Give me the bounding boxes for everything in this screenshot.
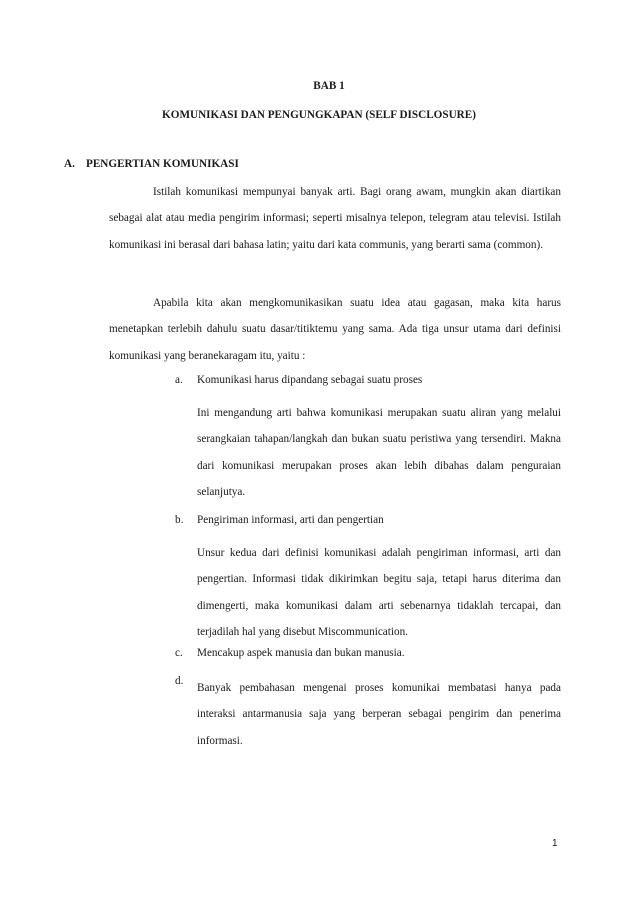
paragraph: Apabila kita akan mengkomunikasikan suatu idea atau gagasan, maka kita harus menetapkan terlebih dahulu suatu dasar/titiktemu yang sama. Ada tiga unsur utama dari definisi komunikasi yang beranekaragam itu, yaitu : [109,297,561,362]
section-number: A. [64,158,75,170]
page-number: 1 [552,838,558,849]
page-title: KOMUNIKASI DAN PENGUNGKAPAN (SELF DISCLOSURE) [162,109,476,121]
paragraph: Istilah komunikasi mempunyai banyak arti. Bagi orang awam, mungkin akan diartikan sebagai alat atau media pengirim informasi; seperti misalnya telepon, telegram atau televisi. Istilah komunikasi ini berasal dari bahasa latin; yaitu dari kata communis, yang berarti sama (common). [109,186,561,251]
section-heading [64,158,239,170]
list-item-body: Ini mengandung arti bahwa komunikasi merupakan suatu aliran yang melalui serangkaian tahapan/langkah dan bukan suatu peristiwa yang tersendiri. Makna dari komunikasi merupakan proses akan lebih dibahas dalam penguraian selanjutya. [197,407,561,498]
list-item-letter: b. [175,514,184,526]
list-item-letter: d. [175,675,184,687]
section-title: PENGERTIAN KOMUNIKASI [86,158,239,170]
chapter-label: BAB 1 [313,80,345,92]
list-item-body: Unsur kedua dari definisi komunikasi adalah pengiriman informasi, arti dan pengertian. Informasi tidak dikirimkan begitu saja, tetapi harus diterima dan dimengerti, maka komunikasi dalam arti sebenarnya tidaklah tercapai, dan terjadilah hal yang disebut Miscommunication. [197,547,561,638]
list-item-letter: a. [175,374,183,386]
list-item-heading: Banyak pembahasan mengenai proses komunikai membatasi hanya pada interaksi antarmanusia saja yang berperan sebagai pengirim dan penerima informasi. [197,682,561,747]
list-item-heading: Mencakup aspek manusia dan bukan manusia. [197,647,405,659]
list-item-heading: Komunikasi harus dipandang sebagai suatu proses [197,374,423,386]
list-item-heading: Pengiriman informasi, arti dan pengertian [197,514,384,526]
list-item-letter: c. [175,647,183,659]
